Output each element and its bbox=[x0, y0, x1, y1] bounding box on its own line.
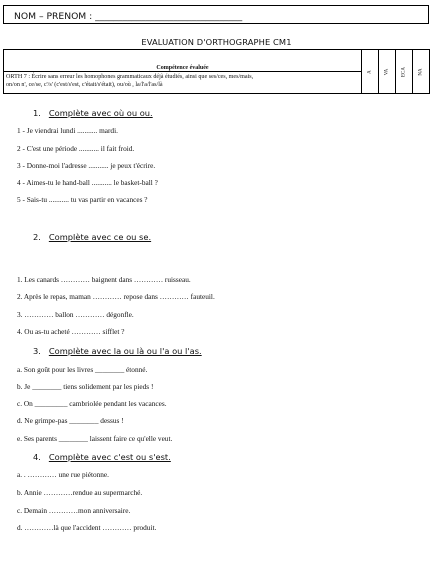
exercise-line: 4 - Aimes-tu le hand-ball ........... le basket-ball ? bbox=[17, 178, 158, 187]
name-field-label[interactable]: NOM – PRENOM : ________________________________ bbox=[14, 11, 243, 22]
exercise-line: 1. Les canards ………… baignent dans ………… ruisseau. bbox=[17, 275, 191, 284]
exercise-line: 3 - Donne-moi l'adresse ........... je peux t'écrire. bbox=[17, 161, 156, 170]
exercise-line: 2. Après le repas, maman ………… repose dans ………… fauteuil. bbox=[17, 292, 215, 301]
section-1-title: 1. Complète avec où ou ou. bbox=[33, 108, 153, 118]
level-eca-column[interactable] bbox=[396, 50, 413, 94]
exercise-line: b. Annie …………rendue au supermarché. bbox=[17, 488, 143, 497]
exercise-line: a. Son goût pour les livres ________ étonné. bbox=[17, 365, 148, 374]
section-2-title: 2. Complète avec ce ou se. bbox=[33, 232, 152, 242]
level-na-column[interactable] bbox=[413, 50, 430, 94]
section-3-title: 3. Complète avec la ou là ou l'a ou l'as. bbox=[33, 346, 202, 356]
page-title: EVALUATION D'ORTHOGRAPHE CM1 bbox=[141, 37, 292, 47]
exercise-line: d. Ne grimpe-pas ________ dessus ! bbox=[17, 416, 124, 425]
exercise-line: c. On _________ cambriolée pendant les vacances. bbox=[17, 399, 167, 408]
exercise-line: 3. ………… ballon ………… dégonfle. bbox=[17, 310, 134, 319]
level-label: A bbox=[367, 69, 373, 74]
competence-table bbox=[3, 49, 430, 94]
level-a-column[interactable] bbox=[362, 50, 379, 94]
exercise-line: c. Demain …………mon anniversaire. bbox=[17, 506, 131, 515]
competence-header: Compétence évaluée bbox=[4, 50, 362, 72]
exercise-line: d. …………là que l'accident ………… produit. bbox=[17, 523, 157, 532]
exercise-line: e. Ses parents ________ laissent faire ce qu'elle veut. bbox=[17, 434, 173, 443]
exercise-line: 2 - C'est une période ........... il fait froid. bbox=[17, 144, 135, 153]
section-4-title: 4. Complète avec c'est ou s'est. bbox=[33, 452, 171, 462]
exercise-line: b. Je ________ tiens solidement par les pieds ! bbox=[17, 382, 154, 391]
level-label: NA bbox=[418, 67, 424, 76]
level-label: ECA bbox=[401, 66, 407, 77]
level-label: VA bbox=[384, 68, 390, 75]
exercise-line: 4. Ou as-tu acheté ………… sifflet ? bbox=[17, 327, 125, 336]
exercise-line: a. . ………… une rue piétonne. bbox=[17, 470, 109, 479]
competence-description: ORTH 7 : Écrire sans erreur les homophones grammaticaux déjà étudiés, ainsi que ses/ces, mes/mais, on/on n', ce/se, c'/s' (c'est/s'est, c'était/s'était), ou/où , la/l'a/l'as/là bbox=[4, 72, 362, 94]
level-va-column[interactable] bbox=[379, 50, 396, 94]
exercise-line: 1 - Je viendrai lundi ........... mardi. bbox=[17, 126, 118, 135]
exercise-line: 5 - Sais-tu ........... tu vas partir en vacances ? bbox=[17, 195, 148, 204]
